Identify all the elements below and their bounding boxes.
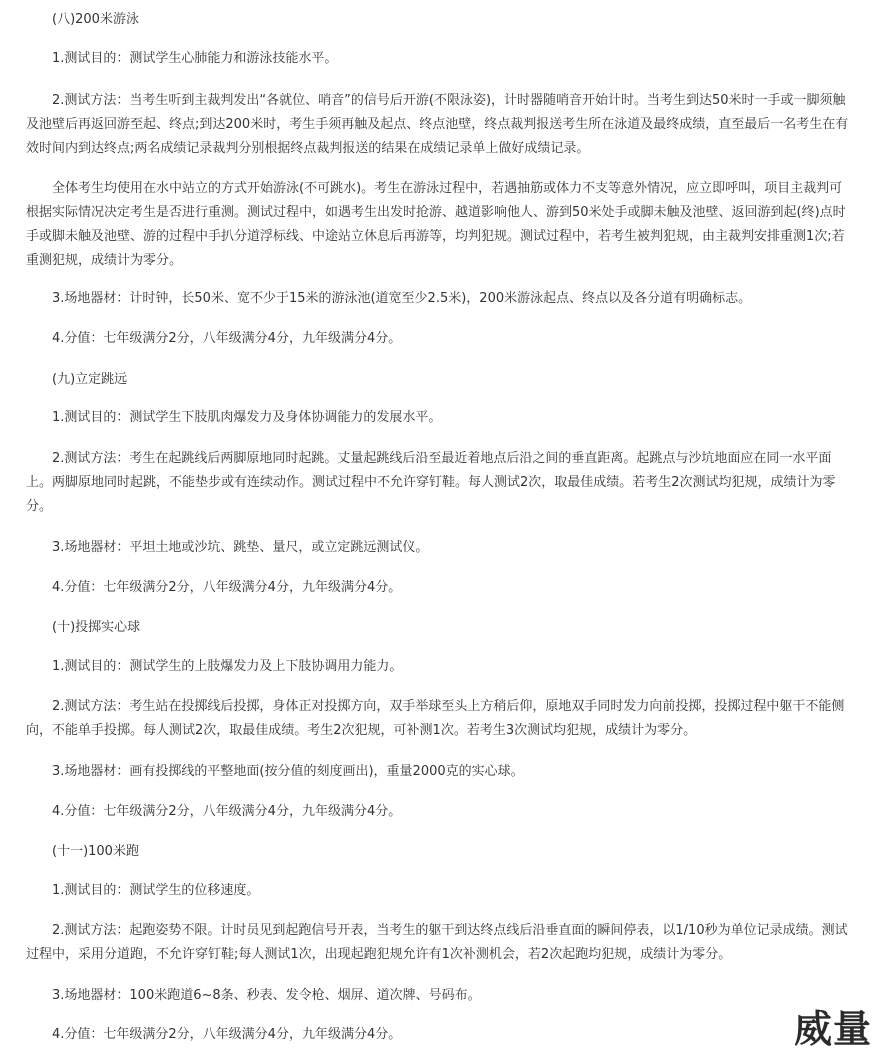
section-heading-swimming: (八)200米游泳: [52, 12, 139, 27]
long-jump-method: 2.测试方法：考生在起跳线后两脚原地同时起跳。丈量起跳线后沿至最近着地点后沿之间的垂直距离。起跳点与沙坑地面应在同一水平面上。两脚原地同时起跳，不能垫步或有连续动作。测试过程中不允许穿钉鞋。每人测试2次，取最佳成绩。若考生2次测试均犯规，成绩计为零分。: [26, 451, 836, 514]
swimming-method: 2.测试方法：当考生听到主裁判发出“各就位、哨音”的信号后开游(不限泳姿)，计时器随哨音开始计时。当考生到达50米时一手或一脚须触及池壁后再返回游至起、终点;到达200米时，考生手须再触及起点、终点池壁，终点裁判报送考生所在泳道及最终成绩，直至最后一名考生在有效时间内到达终点;两名成绩记录裁判分别根据终点裁判报送的结果在成绩记录单上做好成绩记录。: [26, 93, 849, 156]
sprint-method: 2.测试方法：起跑姿势不限。计时员见到起跑信号开表，当考生的躯干到达终点线后沿垂直面的瞬间停表，以1/10秒为单位记录成绩。测试过程中，采用分道跑，不允许穿钉鞋;每人测试1次，出现起跑犯规允许有1次补测机会，若2次起跑均犯规，成绩计为零分。: [26, 923, 848, 962]
swimming-purpose: 1.测试目的：测试学生心肺能力和游泳技能水平。: [52, 51, 338, 66]
sprint-scores: 4.分值：七年级满分2分，八年级满分4分，九年级满分4分。: [52, 1027, 402, 1042]
swimming-equipment: 3.场地器材：计时钟，长50米、宽不少于15米的游泳池(道宽至少2.5米)，200米游泳起点、终点以及各分道有明确标志。: [52, 291, 752, 306]
section-heading-shot-put: (十)投掷实心球: [52, 620, 141, 635]
shot-put-purpose: 1.测试目的：测试学生的上肢爆发力及上下肢协调用力能力。: [52, 659, 403, 674]
long-jump-purpose: 1.测试目的：测试学生下肢肌肉爆发力及身体协调能力的发展水平。: [52, 410, 442, 425]
shot-put-scores: 4.分值：七年级满分2分，八年级满分4分，九年级满分4分。: [52, 804, 402, 819]
shot-put-method: 2.测试方法：考生站在投掷线后投掷，身体正对投掷方向，双手举球至头上方稍后仰，原地双手同时发力向前投掷，投掷过程中躯干不能侧向，不能单手投掷。每人测试2次，取最佳成绩。考生2次犯规，可补测1次。若考生3次测试均犯规，成绩计为零分。: [26, 699, 845, 738]
swimming-rules: 全体考生均使用在水中站立的方式开始游泳(不可跳水)。考生在游泳过程中，若遇抽筋或体力不支等意外情况，应立即呼叫，项目主裁判可根据实际情况决定考生是否进行重测。测试过程中，如遇考生出发时抢游、越道影响他人、游到50米处手或脚未触及池壁、返回游到起(终)点时手或脚未触及池壁、游的过程中手扒分道浮标线、中途站立休息后再游等，均判犯规。测试过程中，若考生被判犯规，由主裁判安排重测1次;若重测犯规，成绩计为零分。: [26, 181, 846, 268]
sprint-purpose: 1.测试目的：测试学生的位移速度。: [52, 883, 260, 898]
shot-put-equipment: 3.场地器材：画有投掷线的平整地面(按分值的刻度画出)，重量2000克的实心球。: [52, 764, 524, 779]
swimming-scores: 4.分值：七年级满分2分，八年级满分4分，九年级满分4分。: [52, 331, 402, 346]
watermark-logo: 威量: [793, 1007, 872, 1051]
long-jump-scores: 4.分值：七年级满分2分，八年级满分4分，九年级满分4分。: [52, 580, 402, 595]
long-jump-equipment: 3.场地器材：平坦土地或沙坑、跳垫、量尺，或立定跳远测试仪。: [52, 540, 429, 555]
section-heading-100m: (十一)100米跑: [52, 844, 139, 859]
section-heading-long-jump: (九)立定跳远: [52, 372, 128, 387]
sprint-equipment: 3.场地器材：100米跑道6~8条、秒表、发令枪、烟屏、道次牌、号码布。: [52, 988, 481, 1003]
